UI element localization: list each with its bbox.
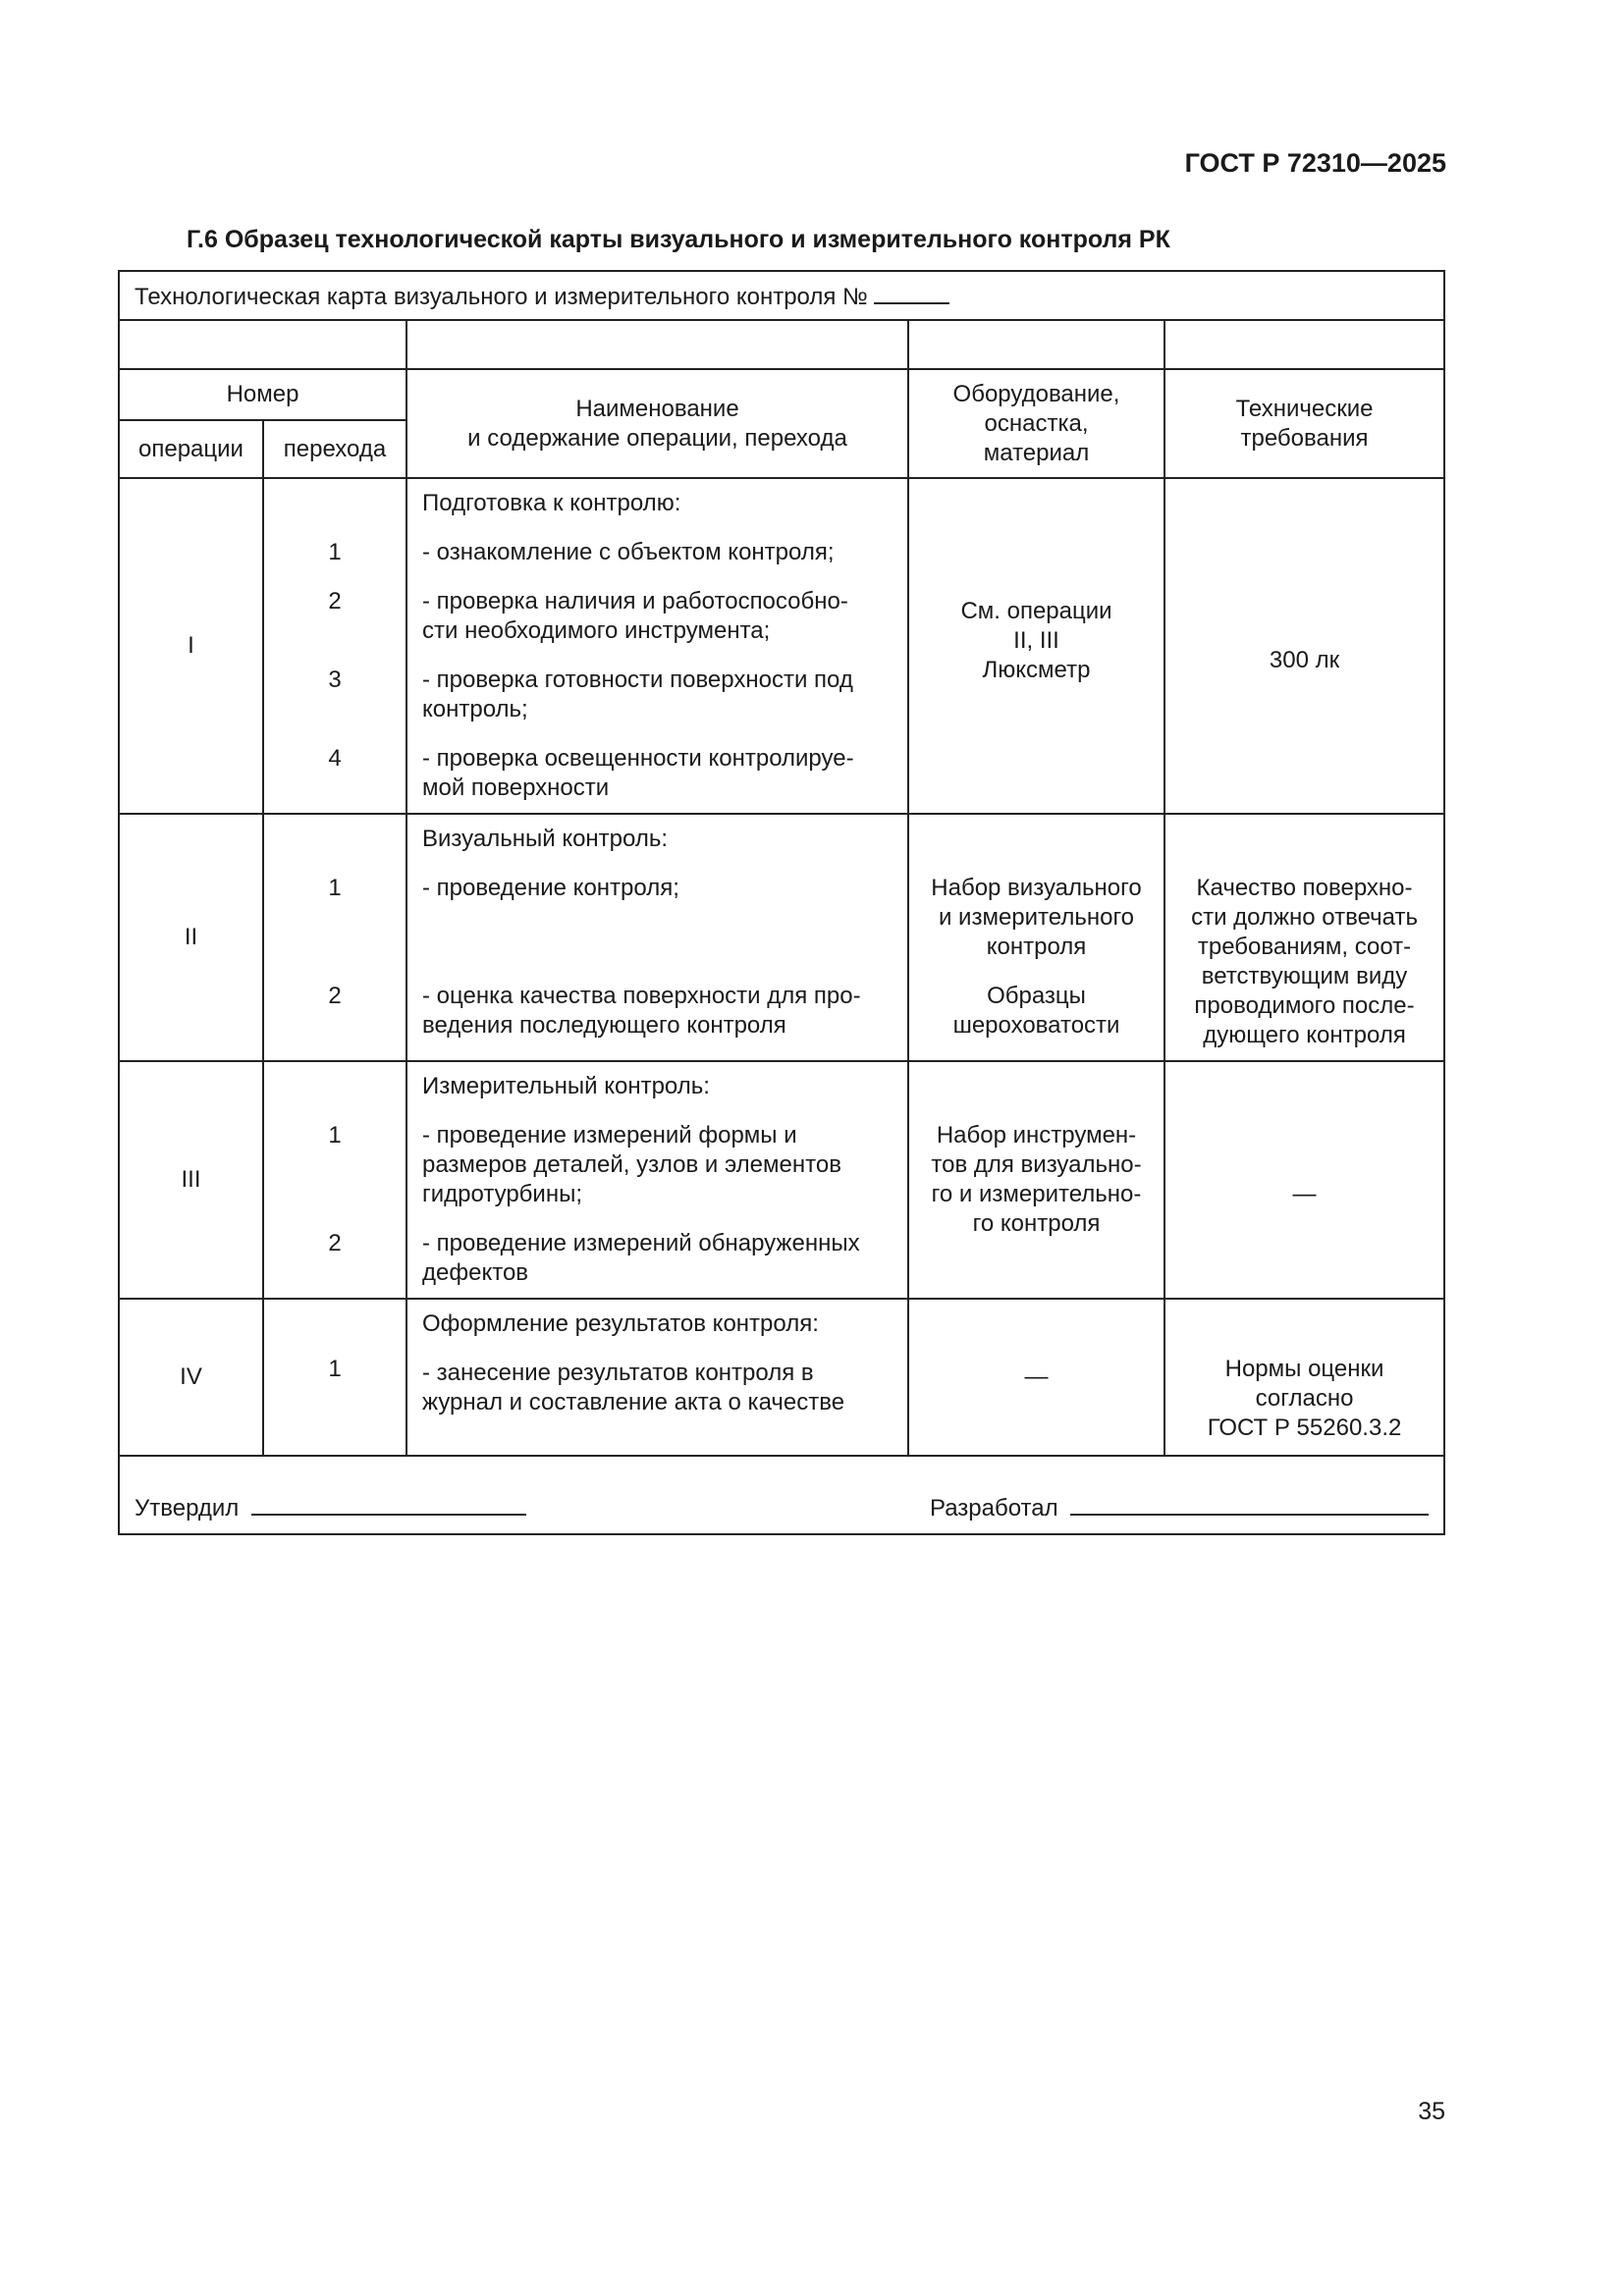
operation-equipment [908,814,1164,1061]
transition-number: 1 [328,1122,342,1148]
operation-requirements: 300 лк [1164,478,1444,814]
header-operation: операции [119,420,263,478]
transition-number: 1 [328,539,342,565]
operation-content [406,1299,908,1456]
operation-equipment: Набор инструмен- тов для визуально- го и измерительно- го контроля [908,1061,1164,1299]
card-title: Технологическая карта визуального и измерительного контроля № [135,284,868,310]
transition-number: 2 [328,1230,342,1256]
operation-requirements: — [1164,1061,1444,1299]
transition-text: - проверка освещенности контролируе- мой поверхности [422,745,854,801]
transition-text: - занесение результатов контроля в журнал и составление акта о качестве [422,1360,845,1415]
card-title-cell [119,271,1444,320]
operation-numeral: III [119,1061,263,1299]
developed-label: Разработал [930,1495,1058,1522]
header-requirements: Технические требования [1164,369,1444,478]
operation-content [406,814,908,1061]
header-equipment: Оборудование, оснастка, материал [908,369,1164,478]
operation-heading: Измерительный контроль: [422,1073,710,1099]
transition-number: 2 [328,983,342,1009]
transition-text: - проведение измерений обнаруженных дефектов [422,1230,860,1286]
operation-equipment: См. операции II, III Люксметр [908,478,1164,814]
operation-heading: Подготовка к контролю: [422,490,681,516]
signature-area [120,1457,1443,1533]
transition-number: 3 [328,667,342,693]
transition-text: - оценка качества поверхности для про- ведения последующего контроля [422,983,861,1039]
equipment-text: Набор визуального и измерительного контроля [931,875,1142,960]
header-name: Наименование и содержание операции, перехода [406,369,908,478]
transition-text: - проведение контроля; [422,875,679,901]
operation-content [406,478,908,814]
approved-label: Утвердил [135,1495,240,1522]
transition-number: 2 [328,588,342,614]
header-transition: перехода [263,420,406,478]
transition-number: 4 [328,745,342,772]
empty-cell [406,320,908,369]
transition-text: - проверка готовности поверхности под контроль; [422,667,853,722]
technological-card-table [118,270,1445,1535]
operation-numeral: I [119,478,263,814]
operation-content [406,1061,908,1299]
operation-numeral: II [119,814,263,1061]
operation-equipment: — [908,1299,1164,1456]
transition-numbers [263,1299,406,1456]
document-code: ГОСТ Р 72310—2025 [1184,148,1446,178]
transition-text: - проверка наличия и работоспособно- сти необходимого инструмента; [422,588,848,644]
transition-text: - проведение измерений формы и размеров деталей, узлов и элементов гидротурбины; [422,1122,841,1207]
operation-heading: Визуальный контроль: [422,826,669,852]
operation-numeral: IV [119,1299,263,1456]
developed-signature [930,1490,1429,1523]
empty-cell [908,320,1164,369]
transition-numbers [263,478,406,814]
transition-numbers [263,1061,406,1299]
signature-row [119,1456,1444,1534]
approved-signature-line [251,1490,526,1516]
equipment-text: Образцы шероховатости [952,983,1120,1039]
operation-heading: Оформление результатов контроля: [422,1310,819,1337]
transition-number: 1 [328,875,342,901]
page-number: 35 [1418,2098,1445,2125]
header-number: Номер [119,369,406,420]
operation-requirements: Нормы оценки согласно ГОСТ Р 55260.3.2 [1164,1299,1444,1456]
transition-numbers [263,814,406,1061]
card-number-blank [874,279,949,304]
transition-number: 1 [328,1356,342,1382]
developed-signature-line [1070,1490,1429,1516]
transition-text: - ознакомление с объектом контроля; [422,539,835,565]
operation-requirements: Качество поверхно- сти должно отвечать требованиям, соот- ветствующим виду проводимого после- дующего контроля [1164,814,1444,1061]
approved-signature [135,1490,526,1523]
annex-heading: Г.6 Образец технологической карты визуального и измерительного контроля РК [187,226,1170,253]
empty-cell [119,320,406,369]
empty-cell [1164,320,1444,369]
